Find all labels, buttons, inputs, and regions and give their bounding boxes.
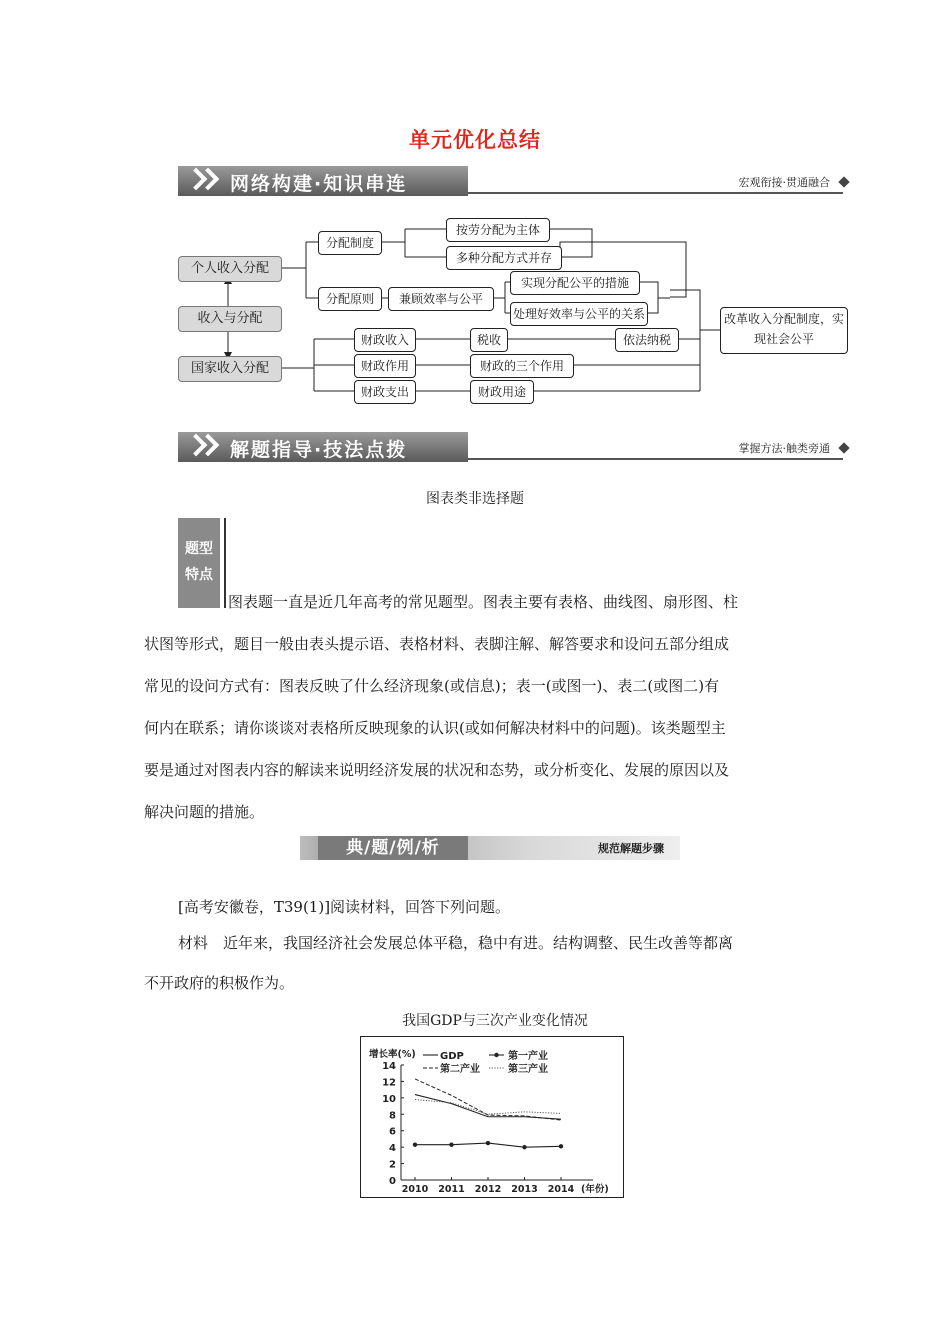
node-reform-goal: 改革收入分配制度，实现社会公平 xyxy=(720,307,848,354)
section-banner-guidance xyxy=(178,432,848,462)
y-tick-label: 6 xyxy=(389,1126,396,1138)
node-lawful-tax: 依法纳税 xyxy=(615,328,679,352)
y-tick-label: 12 xyxy=(382,1077,396,1089)
node-tax: 税收 xyxy=(470,328,508,352)
y-tick-label: 8 xyxy=(389,1110,396,1122)
question-source: [高考安徽卷，T39(1)]阅读材料，回答下列问题。 xyxy=(178,898,511,916)
x-axis-label: (年份) xyxy=(581,1184,609,1195)
series-point xyxy=(449,1142,453,1146)
y-tick-label: 4 xyxy=(389,1143,396,1155)
node-distribution-principle: 分配原则 xyxy=(318,287,382,311)
diamond-icon xyxy=(838,442,849,453)
paragraph-line: 要是通过对图表内容的解读来说明经济发展的状况和态势，或分析变化、发展的原因以及 xyxy=(144,761,730,779)
node-fiscal-usage: 财政用途 xyxy=(470,380,534,404)
y-tick-label: 10 xyxy=(382,1093,396,1105)
node-fairness-measures: 实现分配公平的措施 xyxy=(510,271,640,295)
page-title: 单元优化总结 xyxy=(409,128,541,152)
node-national-distribution: 国家收入分配 xyxy=(178,356,282,382)
legend-label: 第三产业 xyxy=(508,1064,548,1075)
line-chart xyxy=(360,1036,624,1198)
node-three-functions: 财政的三个作用 xyxy=(470,354,574,378)
paragraph-line: 何内在联系；请你谈谈对表格所反映现象的认识(或如何解决材料中的问题)。该类题型主 xyxy=(144,719,726,737)
legend-label: 第二产业 xyxy=(440,1064,480,1075)
node-fiscal-expenditure: 财政支出 xyxy=(354,380,416,404)
node-income-distribution: 收入与分配 xyxy=(178,306,282,332)
node-efficiency-fairness: 兼顾效率与公平 xyxy=(388,287,494,311)
banner-divider xyxy=(468,458,843,460)
node-fiscal-revenue: 财政收入 xyxy=(354,328,416,352)
y-tick-label: 2 xyxy=(389,1159,396,1171)
x-tick-label: 2013 xyxy=(511,1184,538,1195)
series-point xyxy=(559,1144,563,1148)
node-labor-main: 按劳分配为主体 xyxy=(446,218,550,242)
paragraph-line: 图表题一直是近几年高考的常见题型。图表主要有表格、曲线图、扇形图、柱 xyxy=(228,593,739,611)
tag-line: 题型 xyxy=(185,541,213,557)
paragraph-line: 解决问题的措施。 xyxy=(144,803,265,821)
banner-subtitle: 宏观衔接·贯通融合 xyxy=(738,176,830,189)
legend-marker xyxy=(494,1053,498,1057)
node-distribution-system: 分配制度 xyxy=(318,231,382,255)
series-point xyxy=(522,1145,526,1149)
x-tick-label: 2012 xyxy=(474,1184,502,1195)
material-line: 不开政府的积极作为。 xyxy=(144,974,295,992)
series-line xyxy=(415,1100,561,1115)
paragraph-line: 状图等形式，题目一般由表头提示语、表格材料、表脚注解、解答要求和设问五部分组成 xyxy=(144,635,730,653)
tag-line: 特点 xyxy=(185,567,213,583)
example-banner xyxy=(300,836,680,860)
chart-title: 我国GDP与三次产业变化情况 xyxy=(402,1013,588,1029)
example-banner-title: 典/题/例/析 xyxy=(318,836,468,860)
series-point xyxy=(486,1141,490,1145)
banner-title: 解题指导·技法点拨 xyxy=(230,439,408,461)
series-point xyxy=(413,1142,417,1146)
x-tick-label: 2010 xyxy=(401,1184,429,1195)
y-tick-label: 0 xyxy=(389,1176,396,1187)
node-personal-distribution: 个人收入分配 xyxy=(178,256,282,282)
node-fiscal-function: 财政作用 xyxy=(354,354,416,378)
banner-title: 网络构建·知识串连 xyxy=(230,173,408,195)
section-title: 图表类非选择题 xyxy=(426,491,524,507)
x-tick-label: 2014 xyxy=(547,1184,575,1195)
y-axis-label: 增长率(%) xyxy=(369,1049,416,1060)
legend-label: 第一产业 xyxy=(508,1051,548,1062)
banner-bar xyxy=(178,432,468,462)
node-multiple-forms: 多种分配方式并存 xyxy=(446,246,562,270)
banner-subtitle: 掌握方法·触类旁通 xyxy=(738,442,830,455)
x-tick-label: 2011 xyxy=(438,1184,465,1195)
node-efficiency-relation: 处理好效率与公平的关系 xyxy=(510,302,648,326)
feature-paragraph xyxy=(144,588,810,821)
example-banner-subtitle: 规范解题步骤 xyxy=(598,842,664,855)
material-line: 材料 近年来，我国经济社会发展总体平稳，稳中有进。结构调整、民生改善等都离 xyxy=(178,934,734,952)
legend-label: GDP xyxy=(440,1051,464,1062)
y-tick-label: 14 xyxy=(382,1061,396,1072)
paragraph-line: 常见的设问方式有：图表反映了什么经济现象(或信息)；表一(或图一)、表二(或图二)有 xyxy=(144,677,720,695)
chart-canvas xyxy=(361,1037,623,1197)
